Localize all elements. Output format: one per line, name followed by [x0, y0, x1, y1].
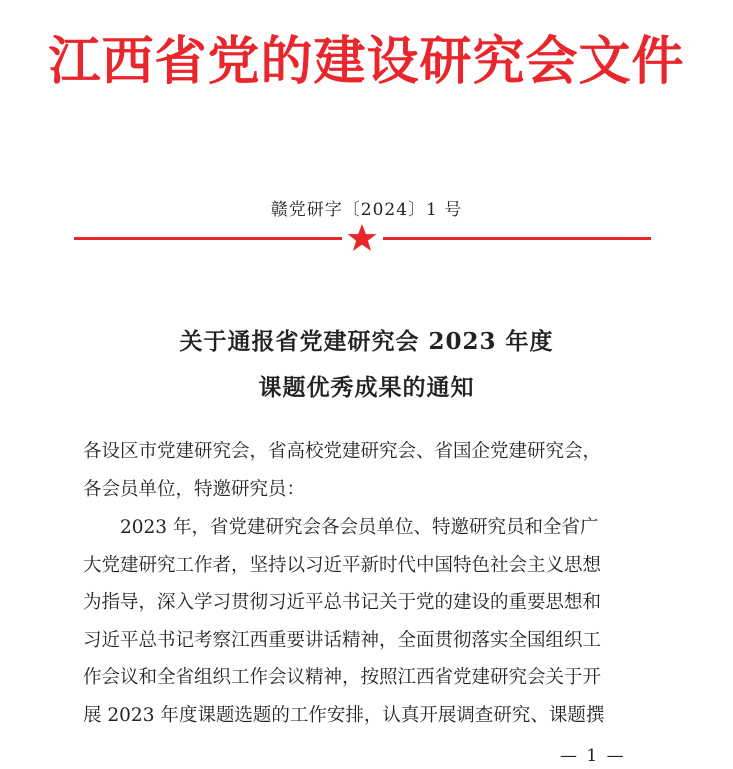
red-star-icon	[346, 222, 378, 254]
paragraph-line: 大党建研究工作者，坚持以习近平新时代中国特色社会主义思想	[83, 554, 602, 576]
page-number: — 1 —	[560, 746, 626, 766]
body-paragraph	[83, 509, 663, 734]
salutation-line-1: 各设区市党建研究会，省高校党建研究会、省国企党建研究会，	[83, 441, 602, 462]
red-divider-left	[74, 237, 342, 240]
document-number: 赣党研字〔2024〕1 号	[270, 200, 463, 220]
document-masthead: 江西省党的建设研究会文件	[48, 31, 685, 92]
salutation-line-2: 各会员单位，特邀研究员：	[83, 478, 306, 500]
paragraph-line: 展 2023 年度课题选题的工作安排，认真开展调查研究、课题撰	[83, 704, 605, 726]
red-divider-right	[383, 237, 651, 240]
paragraph-line: 习近平总书记考察江西重要讲话精神，全面贯彻落实全国组织工	[83, 629, 602, 651]
notice-title-line-1: 关于通报省党建研究会 2023 年度	[179, 328, 554, 355]
paragraph-line: 为指导，深入学习贯彻习近平总书记关于党的建设的重要思想和	[83, 592, 602, 613]
paragraph-line: 作会议和全省组织工作会议精神，按照江西省党建研究会关于开	[83, 667, 602, 688]
salutation	[83, 433, 663, 508]
notice-title-line-2: 课题优秀成果的通知	[258, 374, 475, 401]
paragraph-line: 2023 年，省党建研究会各会员单位、特邀研究员和全省广	[120, 517, 599, 538]
